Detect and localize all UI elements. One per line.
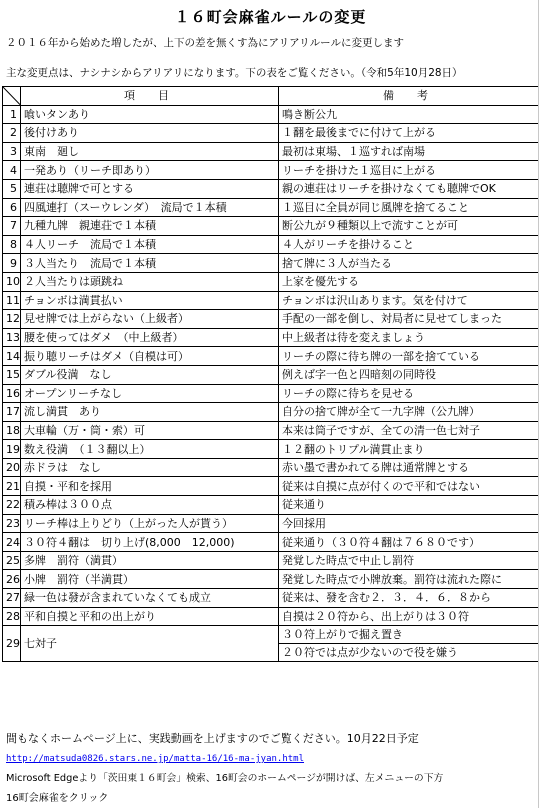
table-row bbox=[3, 384, 539, 403]
row-number: 17 bbox=[3, 403, 21, 422]
row-note: 捨て牌に３人が当たる bbox=[279, 254, 539, 273]
row-item: オープンリーチなし bbox=[21, 384, 279, 403]
row-number: 4 bbox=[3, 161, 21, 180]
table-header-row bbox=[3, 87, 539, 106]
row-item: 多牌 罰符（満貫） bbox=[21, 551, 279, 570]
row-number: 9 bbox=[3, 254, 21, 273]
row-note: 赤い墨で書かれてる牌は通常牌とする bbox=[279, 458, 539, 477]
row-number: 29 bbox=[3, 626, 21, 662]
row-note: チョンボは沢山あります。気を付けて bbox=[279, 291, 539, 310]
row-item: リーチ棒は上りどり（上がった人が貰う） bbox=[21, 514, 279, 533]
row-item: 七対子 bbox=[21, 626, 279, 662]
row-number: 19 bbox=[3, 440, 21, 459]
row-number: 1 bbox=[3, 105, 21, 124]
table-row bbox=[3, 179, 539, 198]
row-item: 流し満貫 あり bbox=[21, 403, 279, 422]
row-number: 28 bbox=[3, 607, 21, 626]
row-item: 自摸・平和を採用 bbox=[21, 477, 279, 496]
table-row bbox=[3, 403, 539, 422]
table-row bbox=[3, 217, 539, 236]
row-number: 25 bbox=[3, 551, 21, 570]
table-row bbox=[3, 440, 539, 459]
intro-text-2: 主な変更点は、ナシナシからアリアリになります。下の表をご覧ください。（令和5年10月28日） bbox=[6, 67, 463, 79]
row-item: ダブル役満 なし bbox=[21, 365, 279, 384]
row-note: リーチの際に待ちを見せる bbox=[279, 384, 539, 403]
row-note: 従来通り（３０符４翻は７６８０です） bbox=[279, 533, 539, 552]
row-number: 18 bbox=[3, 421, 21, 440]
corner-cell bbox=[3, 87, 21, 106]
row-note: 親の連荘はリーチを掛けなくても聴牌でOK bbox=[279, 179, 539, 198]
row-number: 14 bbox=[3, 347, 21, 366]
row-note: 手配の一部を倒し、対局者に見せてしまった bbox=[279, 310, 539, 329]
row-item: 四風連打（スーウレンダ） 流局で１本積 bbox=[21, 198, 279, 217]
row-number: 6 bbox=[3, 198, 21, 217]
table-row bbox=[3, 105, 539, 124]
row-number: 16 bbox=[3, 384, 21, 403]
header-item: 項 目 bbox=[21, 87, 279, 106]
table-row bbox=[3, 421, 539, 440]
row-note: 従来は自摸に点が付くので平和ではない bbox=[279, 477, 539, 496]
row-item: 東南 廻し bbox=[21, 142, 279, 161]
row-item: 赤ドラは なし bbox=[21, 458, 279, 477]
row-item: 後付けあり bbox=[21, 124, 279, 143]
row-number: 21 bbox=[3, 477, 21, 496]
table-row bbox=[3, 328, 539, 347]
table-row bbox=[3, 496, 539, 515]
row-note: 中上級者は待を変えましょう bbox=[279, 328, 539, 347]
row-note: ４人がリーチを掛けること bbox=[279, 235, 539, 254]
row-number: 8 bbox=[3, 235, 21, 254]
table-row bbox=[3, 291, 539, 310]
table-row bbox=[3, 458, 539, 477]
row-number: 12 bbox=[3, 310, 21, 329]
row-item: 振り聴リーチはダメ（自模は可） bbox=[21, 347, 279, 366]
table-row bbox=[3, 254, 539, 273]
row-note: １２翻のトリプル満貫止まり bbox=[279, 440, 539, 459]
row-item: 平和自摸と平和の出上がり bbox=[21, 607, 279, 626]
row-item: 腰を使ってはダメ （中上級者） bbox=[21, 328, 279, 347]
row-number: 10 bbox=[3, 272, 21, 291]
row-note: １翻を最後までに付けて上がる bbox=[279, 124, 539, 143]
row-item: ２人当たりは頭跳ね bbox=[21, 272, 279, 291]
row-note: 断公九が９種類以上で流すことが可 bbox=[279, 217, 539, 236]
diagonal-line-icon bbox=[3, 87, 20, 105]
row-note: 例えば字一色と四暗刻の同時役 bbox=[279, 365, 539, 384]
footer-instruction-2: 16町会麻雀をクリック bbox=[6, 793, 109, 804]
row-number: 22 bbox=[3, 496, 21, 515]
row-note: 上家を優先する bbox=[279, 272, 539, 291]
row-note: リーチの際に待ち牌の一部を捨てている bbox=[279, 347, 539, 366]
page-title: １６町会麻雀ルールの変更 bbox=[174, 8, 367, 26]
row-number: 3 bbox=[3, 142, 21, 161]
table-body bbox=[3, 105, 539, 626]
row-note: １巡目に全員が同じ風牌を捨てること bbox=[279, 198, 539, 217]
row-number: 2 bbox=[3, 124, 21, 143]
row-item: ４人リーチ 流局で１本積 bbox=[21, 235, 279, 254]
row-number: 7 bbox=[3, 217, 21, 236]
row-number: 20 bbox=[3, 458, 21, 477]
row-note: 従来は、發を含む２．３．４．６．８から bbox=[279, 589, 539, 608]
table-row bbox=[3, 365, 539, 384]
table-row bbox=[3, 124, 539, 143]
row-item: 見せ牌では上がらない（上級者） bbox=[21, 310, 279, 329]
table-row bbox=[3, 626, 539, 662]
row-note: 鳴き断公九 bbox=[279, 105, 539, 124]
row-note: ３０符上がりで掘え置き bbox=[282, 628, 403, 642]
intro-text-1: ２０１６年から始めた増したが、上下の差を無くす為にアリアリルールに変更します bbox=[6, 37, 404, 49]
header-note: 備 考 bbox=[279, 87, 539, 106]
row-item: ３０符４翻は 切り上げ(8,000 12,000) bbox=[21, 533, 279, 552]
table-row bbox=[3, 272, 539, 291]
row-item: 大車輪（万・筒・索）可 bbox=[21, 421, 279, 440]
row-item: ３人当たり 流局で１本積 bbox=[21, 254, 279, 273]
footer-instruction: Microsoft Edgeより「茨田東１６町会」検索、16町会のホームページが開けば、左メニューの下方 bbox=[6, 773, 444, 784]
homepage-link[interactable]: http://matsuda0826.stars.ne.jp/matta-16/16-ma-jyan.html bbox=[6, 754, 305, 764]
page-edge bbox=[538, 0, 539, 808]
row-item: 緑一色は發が含まれていなくても成立 bbox=[21, 589, 279, 608]
row-note: 発覚した時点で小牌放棄。罰符は流れた際に bbox=[279, 570, 539, 589]
row-note: 今回採用 bbox=[279, 514, 539, 533]
row-note: 最初は東場、１巡すれば南場 bbox=[279, 142, 539, 161]
table-row bbox=[3, 347, 539, 366]
row-item: 九種九牌 親連荘で１本積 bbox=[21, 217, 279, 236]
row-note-cell bbox=[279, 626, 539, 662]
footer-announcement: 間もなくホームページ上に、実践動画を上げますのでご覧ください。10月22日予定 bbox=[6, 732, 419, 745]
row-number: 15 bbox=[3, 365, 21, 384]
table-row bbox=[3, 589, 539, 608]
row-number: 24 bbox=[3, 533, 21, 552]
row-number: 27 bbox=[3, 589, 21, 608]
row-number: 5 bbox=[3, 179, 21, 198]
table-row bbox=[3, 570, 539, 589]
row-number: 13 bbox=[3, 328, 21, 347]
table-row bbox=[3, 607, 539, 626]
row-item: 小牌 罰符（半満貫） bbox=[21, 570, 279, 589]
row-item: 数え役満 （１３翻以上） bbox=[21, 440, 279, 459]
table-row bbox=[3, 142, 539, 161]
rules-table bbox=[2, 86, 539, 662]
table-row bbox=[3, 161, 539, 180]
row-note: 自摸は２０符から、出上がりは３０符 bbox=[279, 607, 539, 626]
row-note: 本来は筒子ですが、全ての清一色七対子 bbox=[279, 421, 539, 440]
row-number: 26 bbox=[3, 570, 21, 589]
row-note: 従来通り bbox=[279, 496, 539, 515]
table-row bbox=[3, 198, 539, 217]
table-row bbox=[3, 551, 539, 570]
row-item: 連荘は聴牌で可とする bbox=[21, 179, 279, 198]
row-note: 発覚した時点で中止し罰符 bbox=[279, 551, 539, 570]
row-number: 11 bbox=[3, 291, 21, 310]
table-row bbox=[3, 235, 539, 254]
table-row bbox=[3, 477, 539, 496]
row-item: チョンボは満貫払い bbox=[21, 291, 279, 310]
row-note: リーチを掛けた１巡目に上がる bbox=[279, 161, 539, 180]
row-number: 23 bbox=[3, 514, 21, 533]
row-note: 自分の捨て牌が全て一九字牌（公九牌） bbox=[279, 403, 539, 422]
table-row bbox=[3, 514, 539, 533]
row-item: 一発あり（リーチ即あり） bbox=[21, 161, 279, 180]
row-item: 積み棒は３００点 bbox=[21, 496, 279, 515]
table-row bbox=[3, 533, 539, 552]
row-note: ２０符では点が少ないので役を嫌う bbox=[279, 643, 538, 661]
table-row bbox=[3, 310, 539, 329]
row-item: 喰いタンあり bbox=[21, 105, 279, 124]
